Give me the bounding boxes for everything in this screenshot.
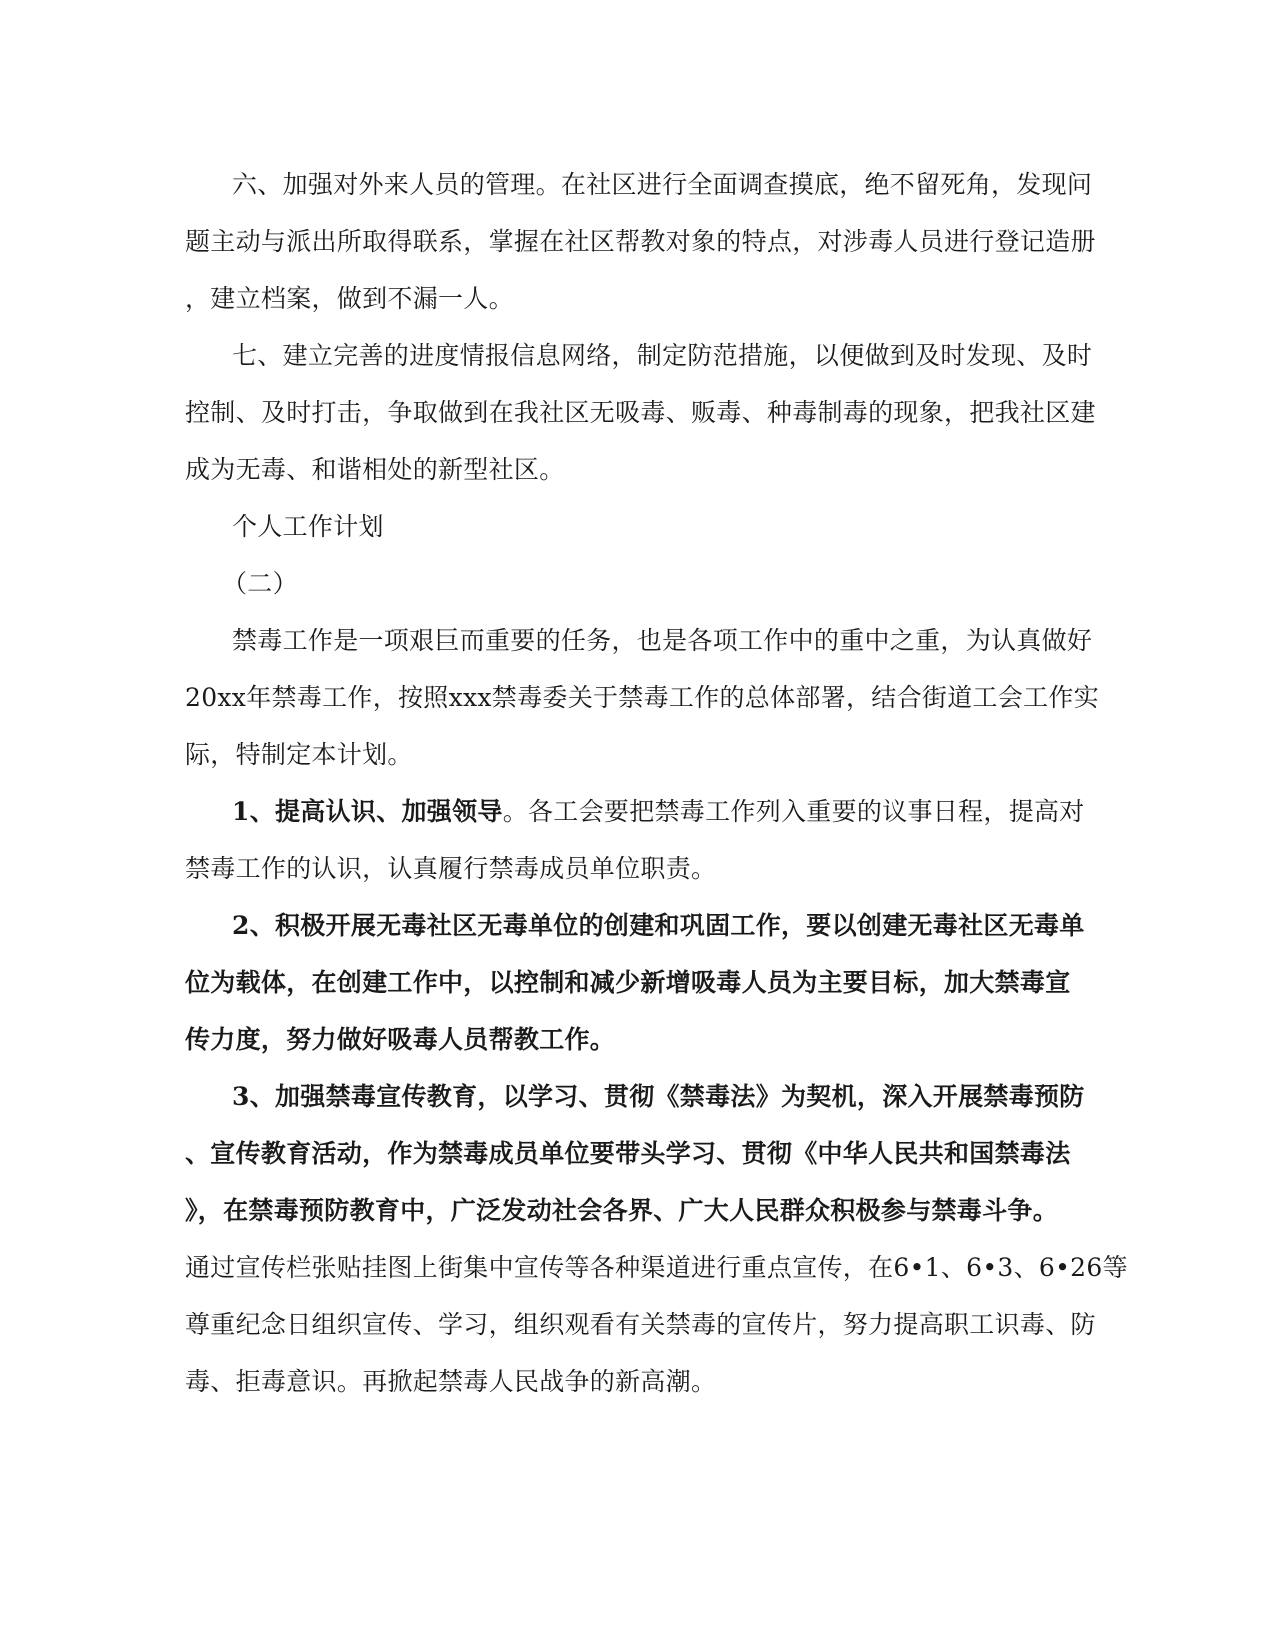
paragraph-7-line-3: 成为无毒、和谐相处的新型社区。 bbox=[185, 455, 565, 484]
item-3-line-6: 毒、拒毒意识。再掀起禁毒人民战争的新高潮。 bbox=[185, 1367, 717, 1396]
section-heading: 个人工作计划 bbox=[232, 512, 384, 541]
item-3-line-1: 3、加强禁毒宣传教育，以学习、贯彻《禁毒法》为契机，深入开展禁毒预防 bbox=[232, 1082, 1085, 1111]
item-1-heading: 1、提高认识、加强领导 bbox=[232, 797, 503, 826]
item-3-line-4: 通过宣传栏张贴挂图上街集中宣传等各种渠道进行重点宣传，在6•1、6•3、6•26等 bbox=[185, 1253, 1128, 1282]
paragraph-6-line-3: ，建立档案，做到不漏一人。 bbox=[185, 284, 514, 313]
item-2-line-1: 2、积极开展无毒社区无毒单位的创建和巩固工作，要以创建无毒社区无毒单 bbox=[232, 911, 1085, 940]
item-1-line-1 bbox=[232, 797, 1132, 827]
item-1-text: 。各工会要把禁毒工作列入重要的议事日程，提高对 bbox=[502, 797, 1085, 826]
intro-line-3: 际，特制定本计划。 bbox=[185, 740, 413, 769]
paragraph-6-line-2: 题主动与派出所取得联系，掌握在社区帮教对象的特点，对涉毒人员进行登记造册 bbox=[185, 227, 1096, 256]
intro-line-1: 禁毒工作是一项艰巨而重要的任务，也是各项工作中的重中之重，为认真做好 bbox=[232, 626, 1093, 655]
paragraph-7-line-1: 七、建立完善的进度情报信息网络，制定防范措施，以便做到及时发现、及时 bbox=[232, 341, 1093, 370]
item-2-line-3: 传力度，努力做好吸毒人员帮教工作。 bbox=[185, 1025, 616, 1054]
intro-line-2: 20xx年禁毒工作，按照xxx禁毒委关于禁毒工作的总体部署，结合街道工会工作实 bbox=[185, 683, 1100, 712]
item-1-line-2: 禁毒工作的认识，认真履行禁毒成员单位职责。 bbox=[185, 854, 717, 883]
section-number: （二） bbox=[222, 569, 298, 598]
paragraph-6-line-1: 六、加强对外来人员的管理。在社区进行全面调查摸底，绝不留死角，发现问 bbox=[232, 170, 1093, 199]
item-3-line-5: 尊重纪念日组织宣传、学习，组织观看有关禁毒的宣传片，努力提高职工识毒、防 bbox=[185, 1310, 1096, 1339]
item-3-line-2: 、宣传教育活动，作为禁毒成员单位要带头学习、贯彻《中华人民共和国禁毒法 bbox=[185, 1139, 1071, 1168]
paragraph-7-line-2: 控制、及时打击，争取做到在我社区无吸毒、贩毒、种毒制毒的现象，把我社区建 bbox=[185, 398, 1096, 427]
item-2-line-2: 位为载体，在创建工作中，以控制和减少新增吸毒人员为主要目标，加大禁毒宣 bbox=[185, 968, 1071, 997]
item-3-line-3: 》，在禁毒预防教育中，广泛发动社会各界、广大人民群众积极参与禁毒斗争。 bbox=[185, 1196, 1059, 1225]
